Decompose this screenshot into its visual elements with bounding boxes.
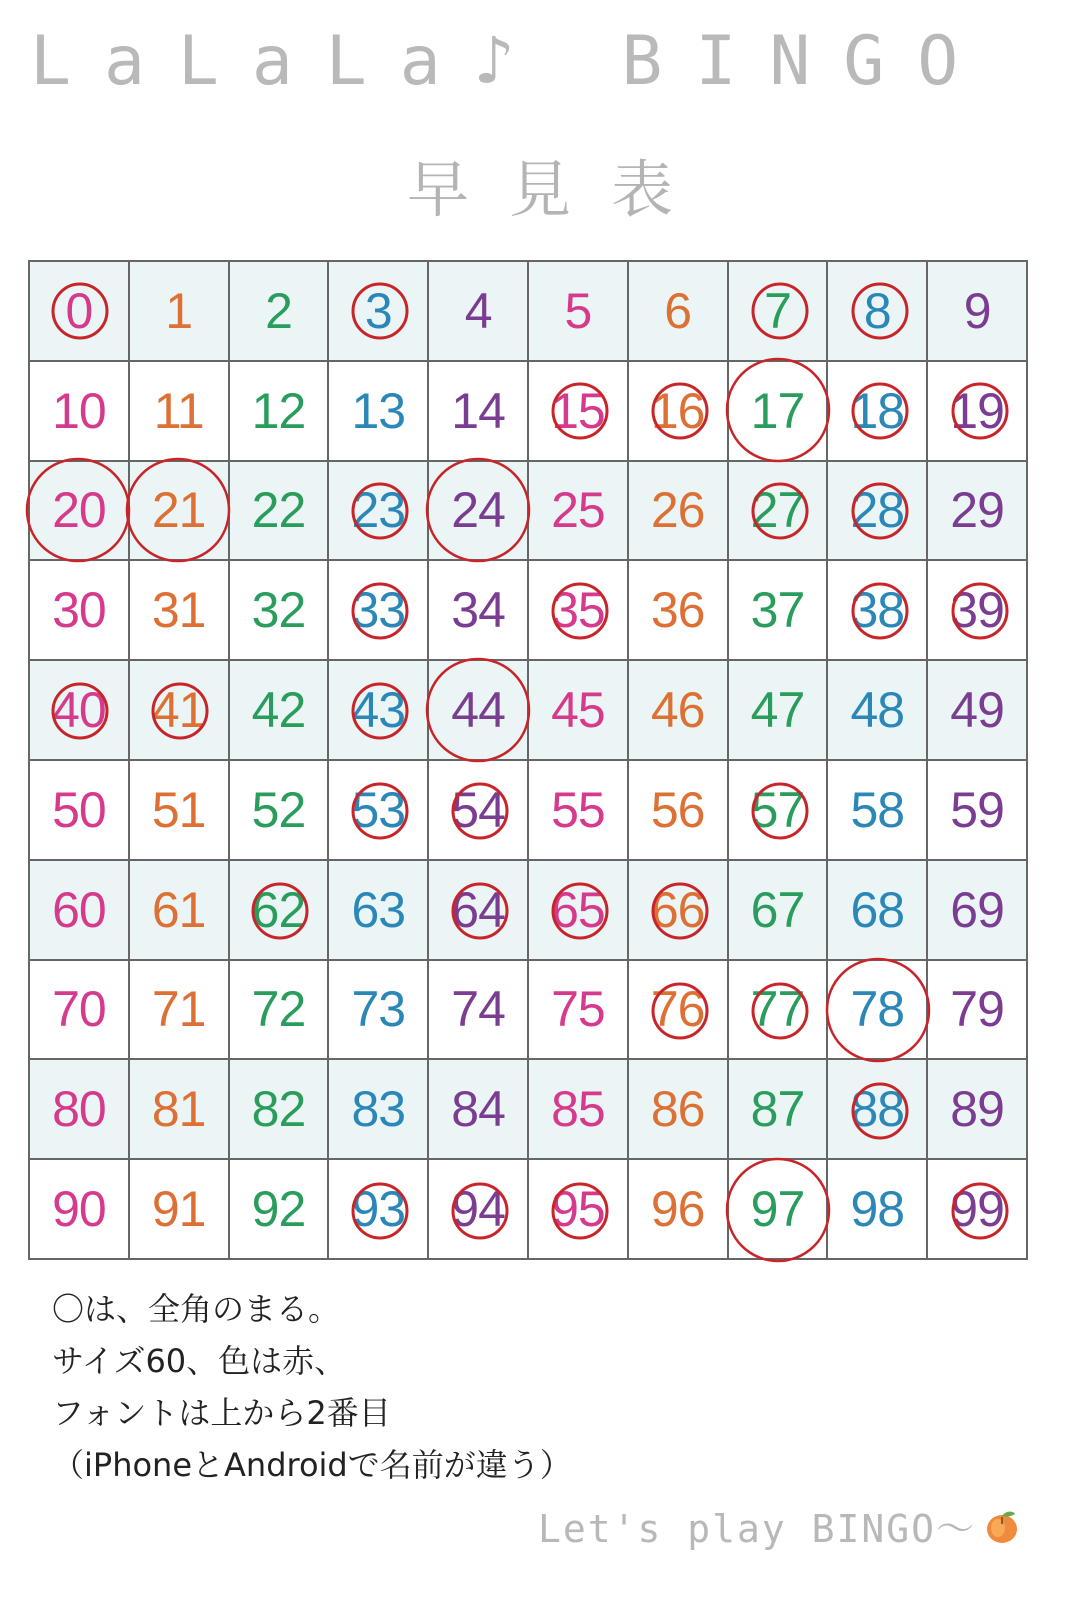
number-cell-68: 68: [828, 861, 928, 961]
number-cell-76: 76: [629, 961, 729, 1061]
instruction-note: [52, 1283, 572, 1491]
number-cell-10: 10: [30, 362, 130, 462]
number-cell-81: 81: [130, 1060, 230, 1160]
number-cell-8: 8: [828, 262, 928, 362]
number-cell-66: 66: [629, 861, 729, 961]
number-cell-15: 15: [529, 362, 629, 462]
number-cell-50: 50: [30, 761, 130, 861]
number-cell-65: 65: [529, 861, 629, 961]
number-cell-75: 75: [529, 961, 629, 1061]
number-cell-86: 86: [629, 1060, 729, 1160]
number-cell-54: 54: [429, 761, 529, 861]
number-cell-99: 99: [928, 1160, 1028, 1260]
number-cell-87: 87: [729, 1060, 829, 1160]
number-cell-78: 78: [828, 961, 928, 1061]
number-cell-2: 2: [230, 262, 330, 362]
number-cell-61: 61: [130, 861, 230, 961]
number-cell-13: 13: [329, 362, 429, 462]
number-cell-9: 9: [928, 262, 1028, 362]
number-cell-94: 94: [429, 1160, 529, 1260]
peach-icon: [982, 1506, 1022, 1546]
number-cell-80: 80: [30, 1060, 130, 1160]
number-cell-11: 11: [130, 362, 230, 462]
number-cell-82: 82: [230, 1060, 330, 1160]
number-cell-43: 43: [329, 661, 429, 761]
number-cell-95: 95: [529, 1160, 629, 1260]
number-cell-69: 69: [928, 861, 1028, 961]
number-cell-19: 19: [928, 362, 1028, 462]
number-cell-38: 38: [828, 561, 928, 661]
number-cell-6: 6: [629, 262, 729, 362]
number-cell-34: 34: [429, 561, 529, 661]
number-cell-3: 3: [329, 262, 429, 362]
number-cell-51: 51: [130, 761, 230, 861]
number-cell-57: 57: [729, 761, 829, 861]
number-cell-17: 17: [729, 362, 829, 462]
number-cell-30: 30: [30, 561, 130, 661]
number-cell-42: 42: [230, 661, 330, 761]
number-cell-59: 59: [928, 761, 1028, 861]
number-cell-0: 0: [30, 262, 130, 362]
number-cell-90: 90: [30, 1160, 130, 1260]
footer-tagline: [538, 1498, 1022, 1553]
number-cell-40: 40: [30, 661, 130, 761]
number-cell-83: 83: [329, 1060, 429, 1160]
number-cell-89: 89: [928, 1060, 1028, 1160]
number-cell-37: 37: [729, 561, 829, 661]
number-cell-22: 22: [230, 462, 330, 562]
number-cell-92: 92: [230, 1160, 330, 1260]
number-cell-44: 44: [429, 661, 529, 761]
number-cell-20: 20: [30, 462, 130, 562]
footer-text: Let's play BINGO〜: [537, 1507, 976, 1551]
number-cell-26: 26: [629, 462, 729, 562]
number-cell-84: 84: [429, 1060, 529, 1160]
number-cell-12: 12: [230, 362, 330, 462]
number-cell-46: 46: [629, 661, 729, 761]
number-cell-49: 49: [928, 661, 1028, 761]
number-cell-98: 98: [828, 1160, 928, 1260]
number-cell-4: 4: [429, 262, 529, 362]
number-cell-63: 63: [329, 861, 429, 961]
number-cell-96: 96: [629, 1160, 729, 1260]
number-cell-18: 18: [828, 362, 928, 462]
number-cell-1: 1: [130, 262, 230, 362]
number-cell-74: 74: [429, 961, 529, 1061]
number-cell-14: 14: [429, 362, 529, 462]
number-cell-24: 24: [429, 462, 529, 562]
number-cell-88: 88: [828, 1060, 928, 1160]
number-cell-64: 64: [429, 861, 529, 961]
note-line-1: 〇は、全角のまる。: [52, 1290, 341, 1328]
number-cell-93: 93: [329, 1160, 429, 1260]
number-cell-25: 25: [529, 462, 629, 562]
number-cell-48: 48: [828, 661, 928, 761]
page-title: LaLaLa♪ BINGO: [30, 22, 992, 101]
number-cell-29: 29: [928, 462, 1028, 562]
number-cell-60: 60: [30, 861, 130, 961]
note-line-2: サイズ60、色は赤、: [52, 1342, 347, 1380]
number-cell-85: 85: [529, 1060, 629, 1160]
number-cell-32: 32: [230, 561, 330, 661]
number-cell-52: 52: [230, 761, 330, 861]
number-cell-91: 91: [130, 1160, 230, 1260]
number-cell-16: 16: [629, 362, 729, 462]
note-line-4: （iPhoneとAndroidで名前が違う）: [52, 1446, 572, 1484]
bingo-number-grid: [28, 260, 1028, 1260]
number-cell-47: 47: [729, 661, 829, 761]
number-cell-41: 41: [130, 661, 230, 761]
number-cell-58: 58: [828, 761, 928, 861]
number-cell-73: 73: [329, 961, 429, 1061]
number-cell-53: 53: [329, 761, 429, 861]
number-cell-67: 67: [729, 861, 829, 961]
number-cell-97: 97: [729, 1160, 829, 1260]
number-cell-21: 21: [130, 462, 230, 562]
number-cell-36: 36: [629, 561, 729, 661]
number-cell-35: 35: [529, 561, 629, 661]
number-cell-79: 79: [928, 961, 1028, 1061]
number-cell-33: 33: [329, 561, 429, 661]
number-cell-70: 70: [30, 961, 130, 1061]
number-cell-31: 31: [130, 561, 230, 661]
number-cell-27: 27: [729, 462, 829, 562]
number-cell-39: 39: [928, 561, 1028, 661]
note-line-3: フォントは上から2番目: [52, 1394, 391, 1432]
page-subtitle: 早見表: [406, 153, 713, 226]
number-cell-71: 71: [130, 961, 230, 1061]
number-cell-56: 56: [629, 761, 729, 861]
number-cell-23: 23: [329, 462, 429, 562]
number-cell-62: 62: [230, 861, 330, 961]
number-cell-77: 77: [729, 961, 829, 1061]
number-cell-55: 55: [529, 761, 629, 861]
number-cell-7: 7: [729, 262, 829, 362]
number-cell-5: 5: [529, 262, 629, 362]
number-cell-72: 72: [230, 961, 330, 1061]
number-cell-45: 45: [529, 661, 629, 761]
number-cell-28: 28: [828, 462, 928, 562]
